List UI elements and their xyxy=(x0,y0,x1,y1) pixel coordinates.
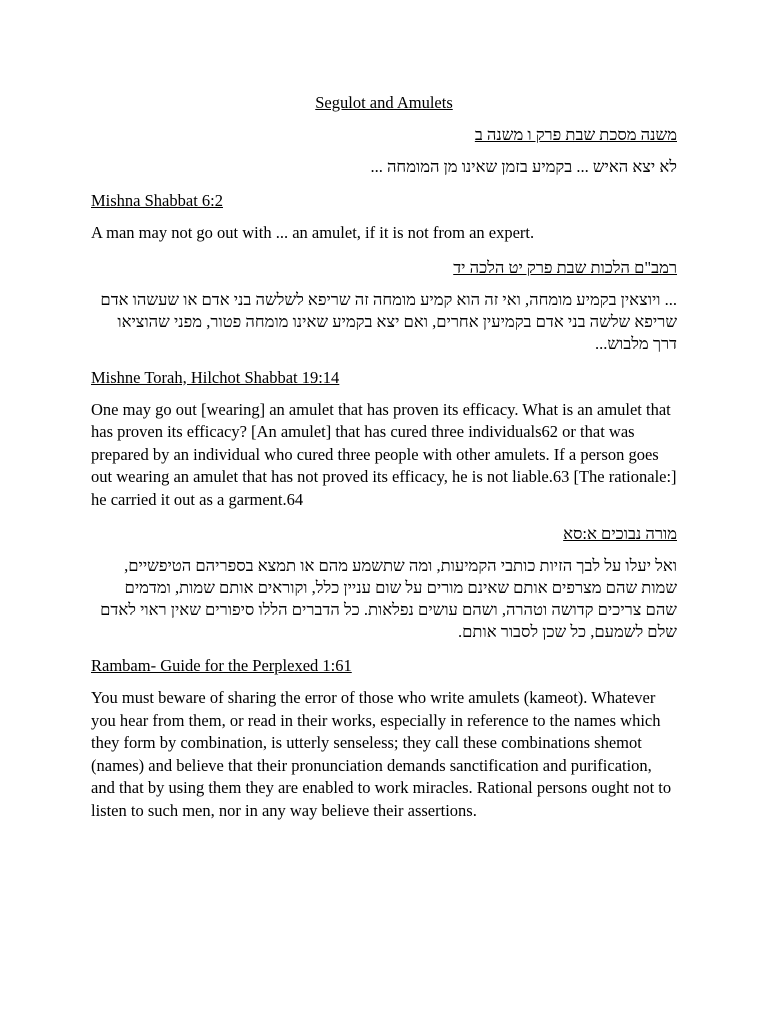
english-source-heading: Mishna Shabbat 6:2 xyxy=(91,191,223,210)
hebrew-source-text: ואל יעלו על לבך הזיות כותבי הקמיעות, ומה שתשמע מהם או תמצא בספריהם הטיפשיים, שמות שהם מצרפים אותם שאינם מורים על שום עניין כלל, וקוראים אותם שמות, ומדמים שהם צריכים קדושה וטהרה, ושהם עושים נפלאות. כל הדברים הללו סיפורים שאין ראוי לאדם שלם לשמעם, כל שכן לסבור אותם. xyxy=(100,556,677,641)
section-mishna xyxy=(91,124,677,245)
english-source-heading: Rambam- Guide for the Perplexed 1:61 xyxy=(91,656,352,675)
hebrew-source-heading: מורה נבוכים א:סא xyxy=(563,524,677,543)
document-page xyxy=(91,92,677,834)
english-source-heading: Mishne Torah, Hilchot Shabbat 19:14 xyxy=(91,367,340,387)
hebrew-source-text: לא יצא האיש ... בקמיע בזמן שאינו מן המומחה ... xyxy=(370,157,677,176)
hebrew-source-heading: משנה מסכת שבת פרק ו משנה ב xyxy=(474,125,677,144)
section-mishne-torah xyxy=(91,257,677,512)
page-title: Segulot and Amulets xyxy=(315,93,453,112)
hebrew-source-text: ... ויוצאין בקמיע מומחה, ואי זה הוא קמיע מומחה זה שריפא לשלשה בני אדם או שעשהו אדם שריפא שלשה בני אדם בקמיעין אחרים, ואם יצא בקמיע שאינו מומחה פטור, מפני שהוציאו דרך מלבוש... xyxy=(100,289,677,353)
english-translation-text: You must beware of sharing the error of those who write amulets (kameot). Whatever you hear from them, or read in their works, especially in reference to the names which they form by combination, is utterly senseless; they call these combinations shemot (names) and believe that their pronunciation demands sanctification and purification, and that by using them they are enabled to work miracles. Rational persons ought not to listen to such men, nor in any way believe their assertions. xyxy=(91,688,672,820)
english-translation-text: One may go out [wearing] an amulet that has proven its efficacy. What is an amulet that has proven its efficacy? [An amulet] that has cured three individuals62 or that was prepared by an individual who cured three people with other amulets. If a person goes out wearing an amulet that has not proved its efficacy, he is not liable.63 [The rationale:] he carried it out as a garment.64 xyxy=(91,399,677,509)
hebrew-source-heading: רמב"ם הלכות שבת פרק יט הלכה יד xyxy=(453,257,677,277)
english-translation-text: A man may not go out with ... an amulet, if it is not from an expert. xyxy=(91,223,535,242)
section-guide-for-perplexed xyxy=(91,523,677,822)
